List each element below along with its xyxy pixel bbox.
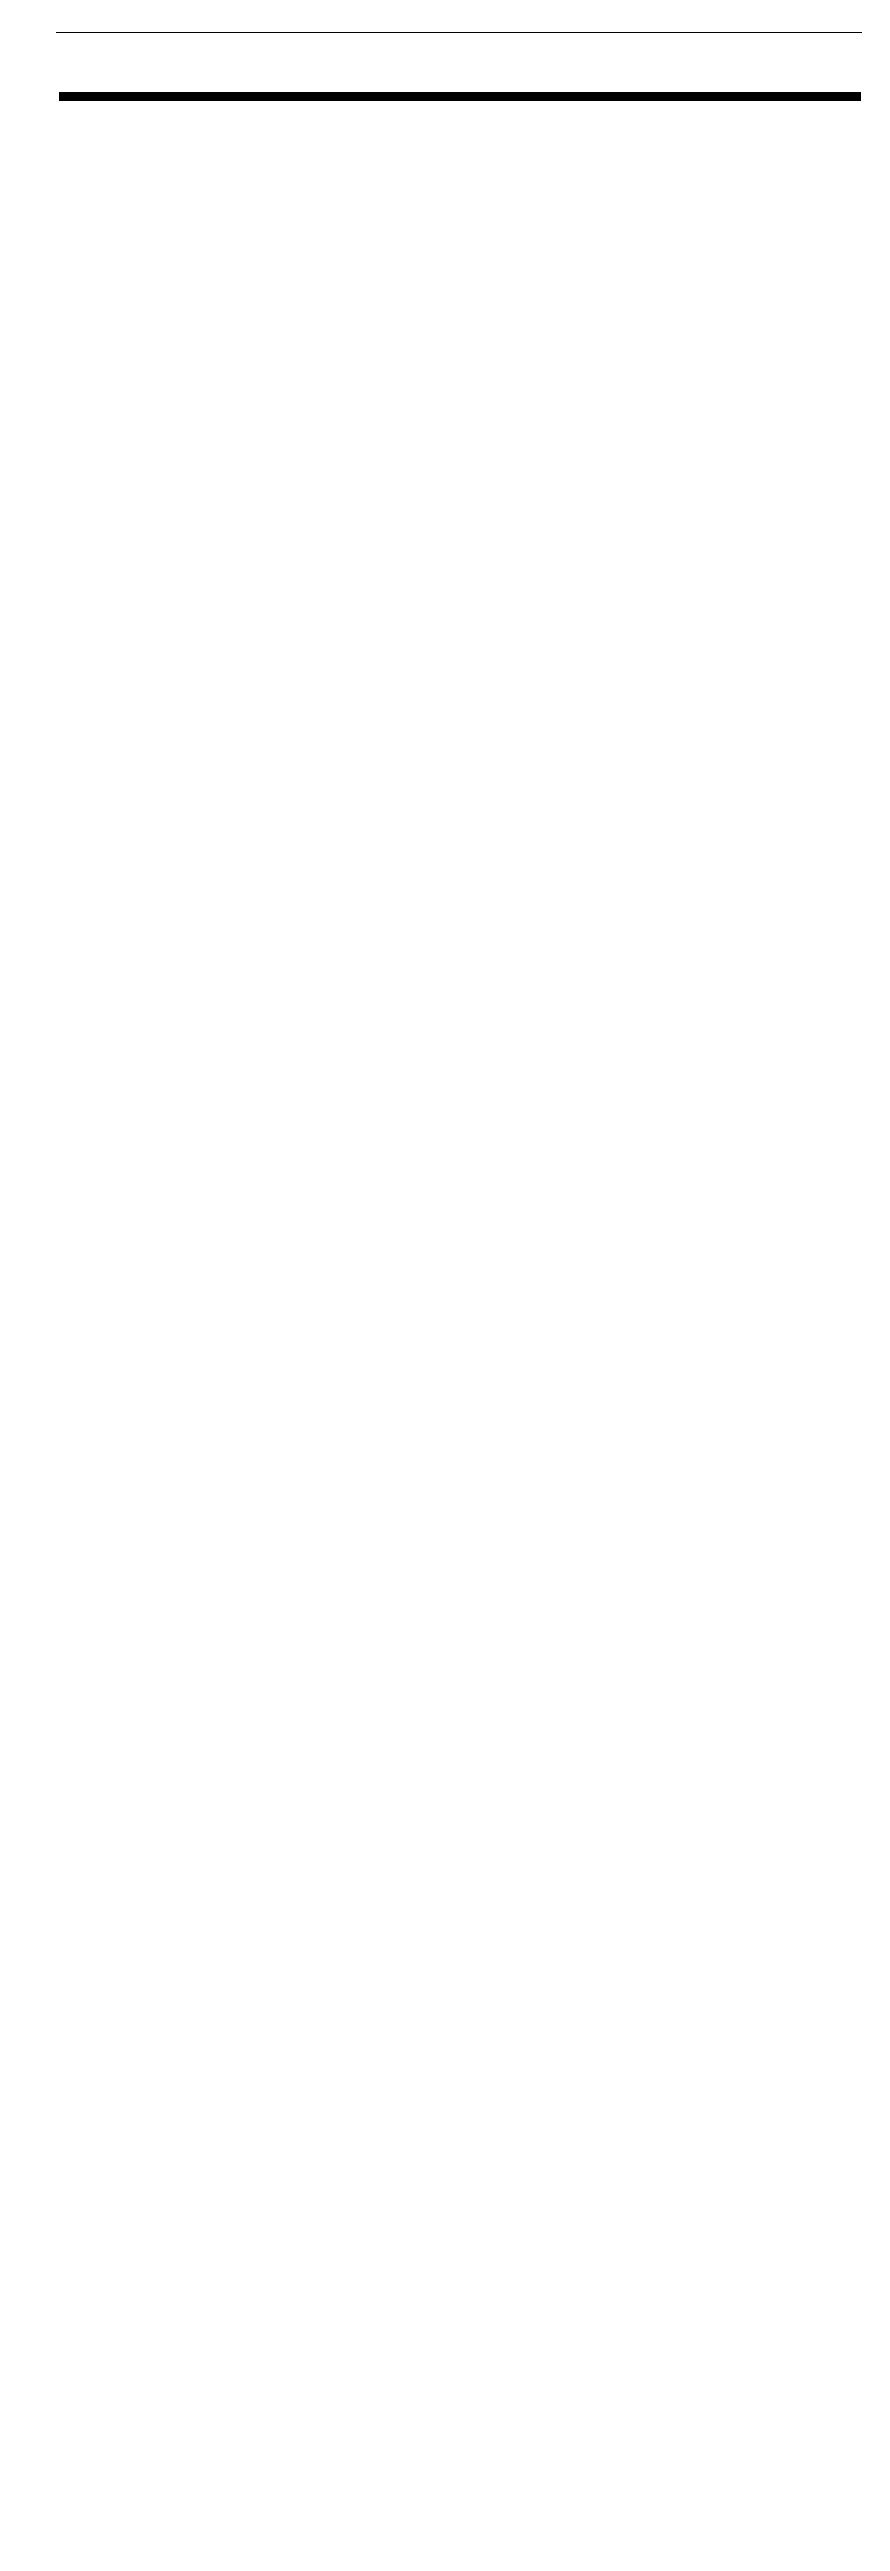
cytoband-bar[interactable] bbox=[59, 92, 861, 101]
ruler-line bbox=[56, 32, 862, 33]
